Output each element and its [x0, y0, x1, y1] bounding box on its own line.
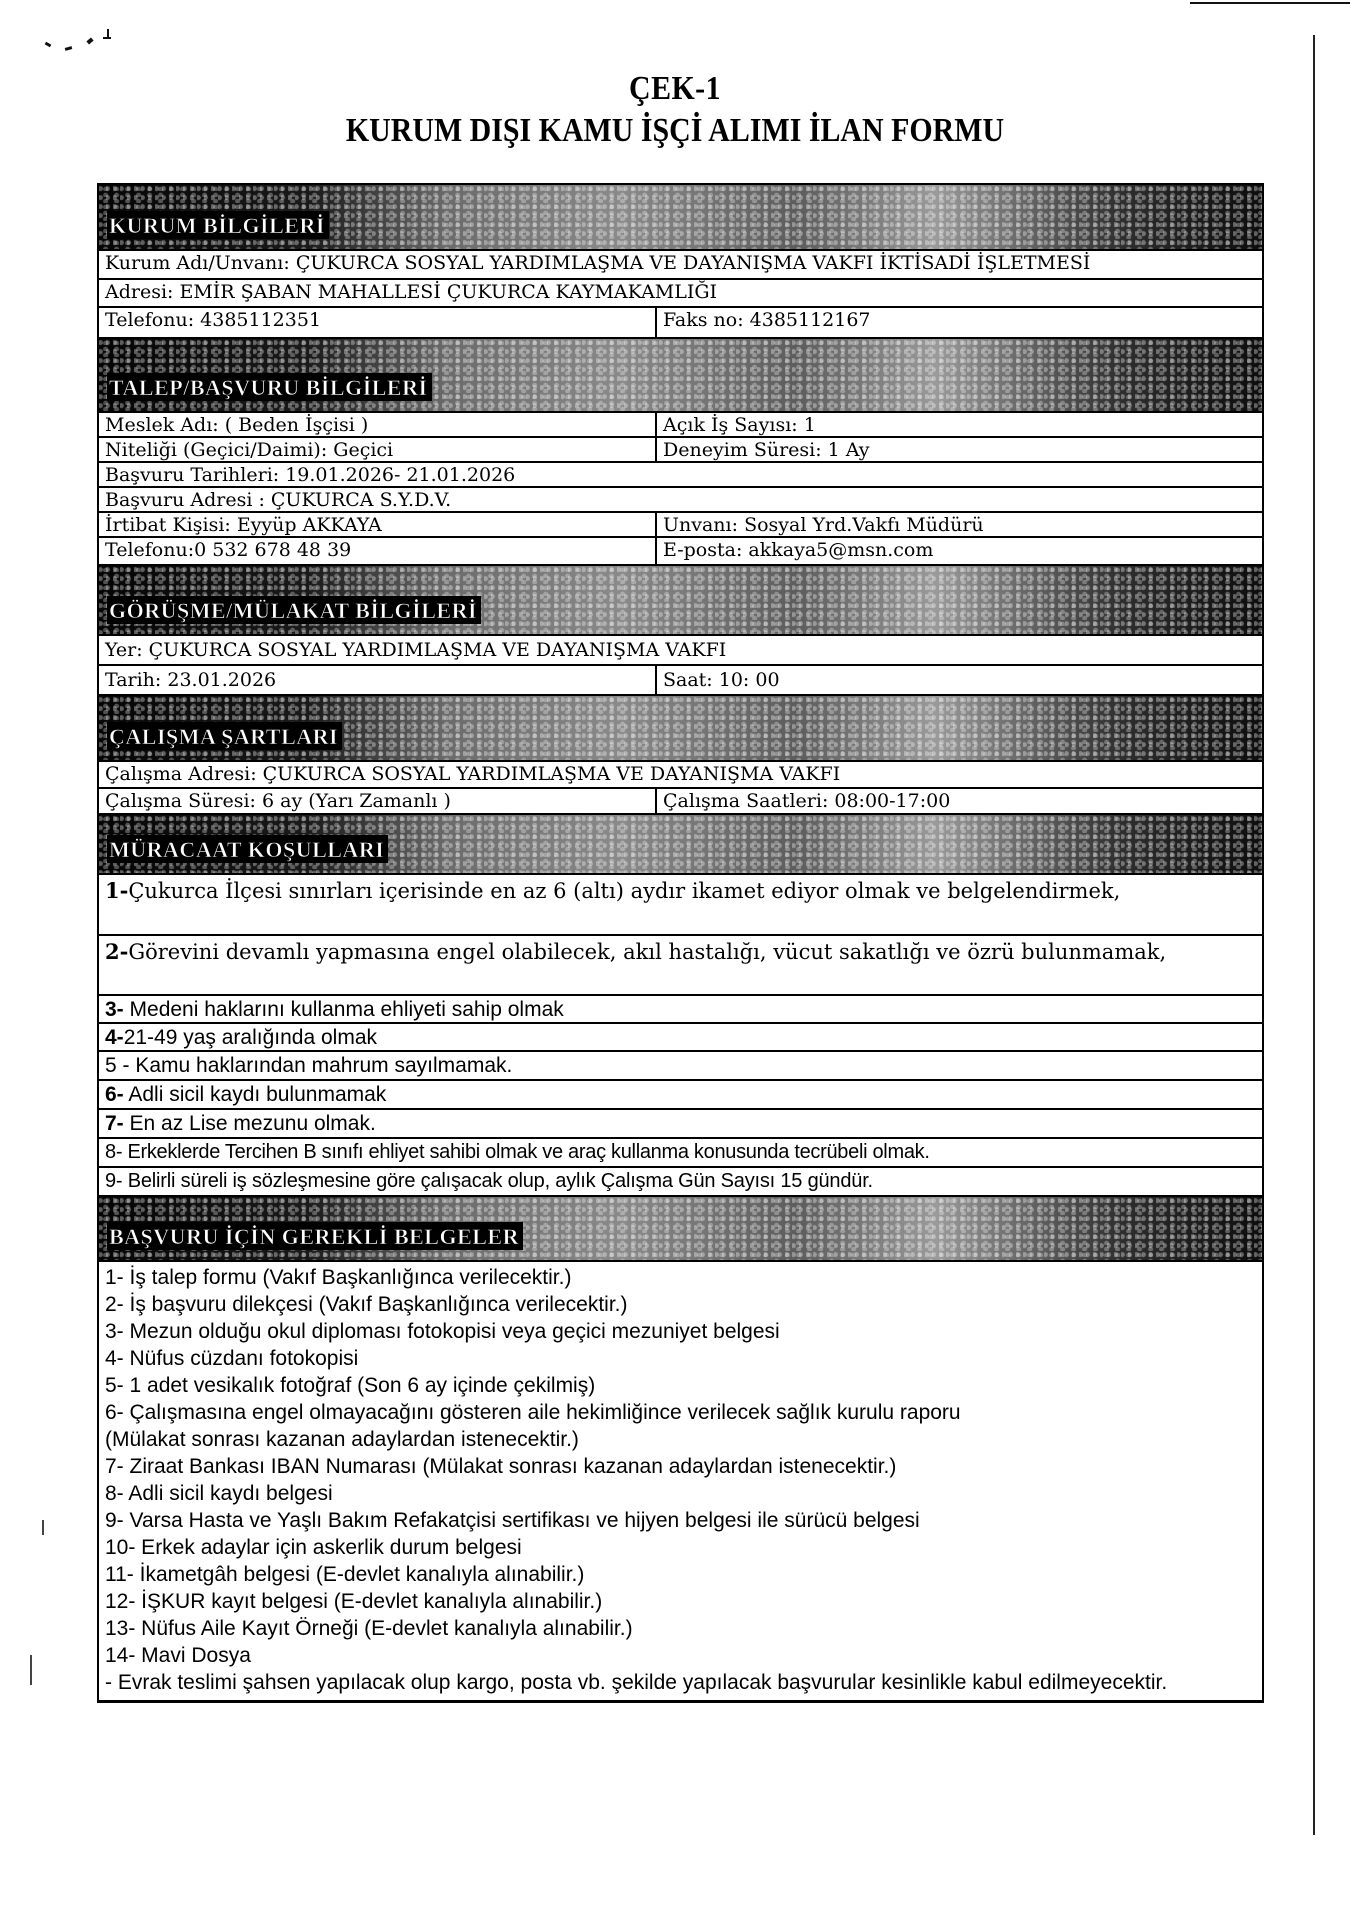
scan-speck: [30, 1655, 32, 1685]
condition-item: 4-21-49 yaş aralığında olmak: [105, 1026, 377, 1049]
section-title: GÖRÜŞME/MÜLAKAT BİLGİLERİ: [107, 596, 481, 624]
work-duration: Çalışma Süresi: 6 ay (Yarı Zamanlı ): [99, 789, 657, 813]
condition-item: 3- Medeni haklarını kullanma ehliyeti sahip olmak: [105, 998, 564, 1021]
document-item: 1- İş talep formu (Vakıf Başkanlığınca verilecektir.): [105, 1266, 572, 1289]
condition-item: 2-Görevini devamlı yapmasına engel olabilecek, akıl hastalığı, vücut sakatlığı ve özrü bulunmamak,: [105, 939, 1167, 964]
institution-name: Kurum Adı/Unvanı: ÇUKURCA SOSYAL YARDIMLAŞMA VE DAYANIŞMA VAKFI İKTİSADİ İŞLETMESİ: [105, 252, 1091, 274]
section-header-muracaat: [99, 815, 1262, 875]
document-item: 11- İkametgâh belgesi (E-devlet kanalıyla alınabilir.): [105, 1563, 585, 1586]
application-address: Başvuru Adresi : ÇUKURCA S.Y.D.V.: [105, 489, 452, 511]
document-title: KURUM DIŞI KAMU İŞÇİ ALIMI İLAN FORMU: [345, 112, 1005, 149]
contact-phone: Telefonu:0 532 678 48 39: [99, 538, 657, 564]
institution-phone: Telefonu: 4385112351: [99, 308, 657, 337]
section-header-talep: [99, 339, 1262, 413]
section-header-calisma: [99, 696, 1262, 762]
form-row: [99, 666, 1262, 696]
condition-row: [99, 875, 1262, 936]
contact-email: E-posta: akkaya5@msn.com: [663, 539, 934, 561]
section-title: MÜRACAAT KOŞULLARI: [107, 835, 388, 863]
document-item: 4- Nüfus cüzdanı fotokopisi: [105, 1347, 359, 1370]
document-item: 2- İş başvuru dilekçesi (Vakıf Başkanlığınca verilecektir.): [105, 1293, 628, 1316]
form-row: [99, 463, 1262, 488]
job-type: Niteliği (Geçici/Daimi): Geçici: [99, 438, 657, 461]
section-header-gorusme: [99, 566, 1262, 636]
form-row: [99, 308, 1262, 339]
form-row: [99, 251, 1262, 280]
condition-row: [99, 1024, 1262, 1052]
form-row: [99, 513, 1262, 538]
institution-fax: Faks no: 4385112167: [663, 309, 871, 331]
submission-note: - Evrak teslimi şahsen yapılacak olup kargo, posta vb. şekilde yapılacak başvurular kesinlikle kabul edilmeyecektir.: [105, 1671, 1168, 1694]
condition-item: 5 - Kamu haklarından mahrum sayılmamak.: [105, 1054, 513, 1077]
form-row: [99, 538, 1262, 566]
document-item: 6- Çalışmasına engel olmayacağını gösteren aile hekimliğince verilecek sağlık kurulu raporu: [105, 1401, 961, 1424]
condition-item: 8- Erkeklerde Tercihen B sınıfı ehliyet sahibi olmak ve araç kullanma konusunda tecrübeli olmak.: [105, 1141, 930, 1163]
scan-speck: [42, 1520, 44, 1535]
condition-row: [99, 1139, 1262, 1168]
section-title: ÇALIŞMA ŞARTLARI: [107, 722, 342, 750]
required-documents: [99, 1262, 1262, 1700]
form-row: [99, 636, 1262, 666]
contact-person: İrtibat Kişisi: Eyyüp AKKAYA: [99, 513, 657, 536]
document-item: 10- Erkek adaylar için askerlik durum belgesi: [105, 1536, 522, 1559]
application-dates: Başvuru Tarihleri: 19.01.2026- 21.01.2026: [105, 464, 516, 486]
open-positions: Açık İş Sayısı: 1: [663, 414, 816, 436]
document-item: 14- Mavi Dosya: [105, 1644, 251, 1667]
announcement-form: [97, 183, 1264, 1703]
title-block: [0, 68, 1350, 152]
section-title: TALEP/BAŞVURU BİLGİLERİ: [107, 373, 432, 401]
experience-duration: Deneyim Süresi: 1 Ay: [663, 439, 870, 461]
form-row: [99, 789, 1262, 815]
interview-place: Yer: ÇUKURCA SOSYAL YARDIMLAŞMA VE DAYANIŞMA VAKFI: [105, 639, 727, 661]
form-row: [99, 488, 1262, 513]
document-item: 13- Nüfus Aile Kayıt Örneği (E-devlet kanalıyla alınabilir.): [105, 1617, 633, 1640]
document-item: 8- Adli sicil kaydı belgesi: [105, 1482, 333, 1505]
condition-row: [99, 936, 1262, 996]
document-item: (Mülakat sonrası kazanan adaylardan istenecektir.): [105, 1428, 579, 1451]
work-address: Çalışma Adresi: ÇUKURCA SOSYAL YARDIMLAŞMA VE DAYANIŞMA VAKFI: [105, 763, 841, 785]
condition-row: [99, 1052, 1262, 1081]
condition-item: 6- Adli sicil kaydı bulunmamak: [105, 1083, 387, 1106]
document-item: 12- İŞKUR kayıt belgesi (E-devlet kanalıyla alınabilir.): [105, 1590, 603, 1613]
section-title: BAŞVURU İÇİN GEREKLİ BELGELER: [107, 1222, 523, 1250]
form-row: [99, 280, 1262, 308]
condition-item: 9- Belirli süreli iş sözleşmesine göre çalışacak olup, aylık Çalışma Gün Sayısı 15 gündür.: [105, 1170, 873, 1192]
document-item: 7- Ziraat Bankası IBAN Numarası (Mülakat sonrası kazanan adaylardan istenecektir.): [105, 1455, 897, 1478]
scan-top-rule: [1190, 2, 1350, 4]
scan-edge-line: [1313, 35, 1315, 1835]
institution-address: Adresi: EMİR ŞABAN MAHALLESİ ÇUKURCA KAYMAKAMLIĞI: [105, 281, 718, 303]
document-code: ÇEK-1: [629, 70, 721, 107]
form-row: [99, 438, 1262, 463]
document-item: 3- Mezun olduğu okul diploması fotokopisi veya geçici mezuniyet belgesi: [105, 1320, 780, 1343]
interview-time: Saat: 10: 00: [663, 669, 780, 691]
occupation: Meslek Adı: ( Beden İşçisi ): [99, 413, 657, 436]
form-row: [99, 413, 1262, 438]
contact-title: Unvanı: Sosyal Yrd.Vakfı Müdürü: [663, 514, 984, 536]
section-title: KURUM BİLGİLERİ: [107, 211, 329, 239]
condition-row: [99, 996, 1262, 1024]
condition-item: 7- En az Lise mezunu olmak.: [105, 1112, 376, 1135]
condition-row: [99, 1081, 1262, 1110]
document-item: 5- 1 adet vesikalık fotoğraf (Son 6 ay içinde çekilmiş): [105, 1374, 596, 1397]
condition-row: [99, 1168, 1262, 1197]
condition-row: [99, 1110, 1262, 1139]
interview-date: Tarih: 23.01.2026: [99, 666, 657, 694]
form-row: [99, 762, 1262, 789]
section-header-kurum: [99, 185, 1262, 251]
condition-item: 1-Çukurca İlçesi sınırları içerisinde en az 6 (altı) aydır ikamet ediyor olmak ve belgelendirmek,: [105, 878, 1121, 903]
section-header-belgeler: [99, 1197, 1262, 1262]
work-hours: Çalışma Saatleri: 08:00-17:00: [663, 790, 951, 812]
document-item: 9- Varsa Hasta ve Yaşlı Bakım Refakatçisi sertifikası ve hijyen belgesi ile sürücü belgesi: [105, 1509, 920, 1532]
scan-marks: [45, 25, 155, 65]
